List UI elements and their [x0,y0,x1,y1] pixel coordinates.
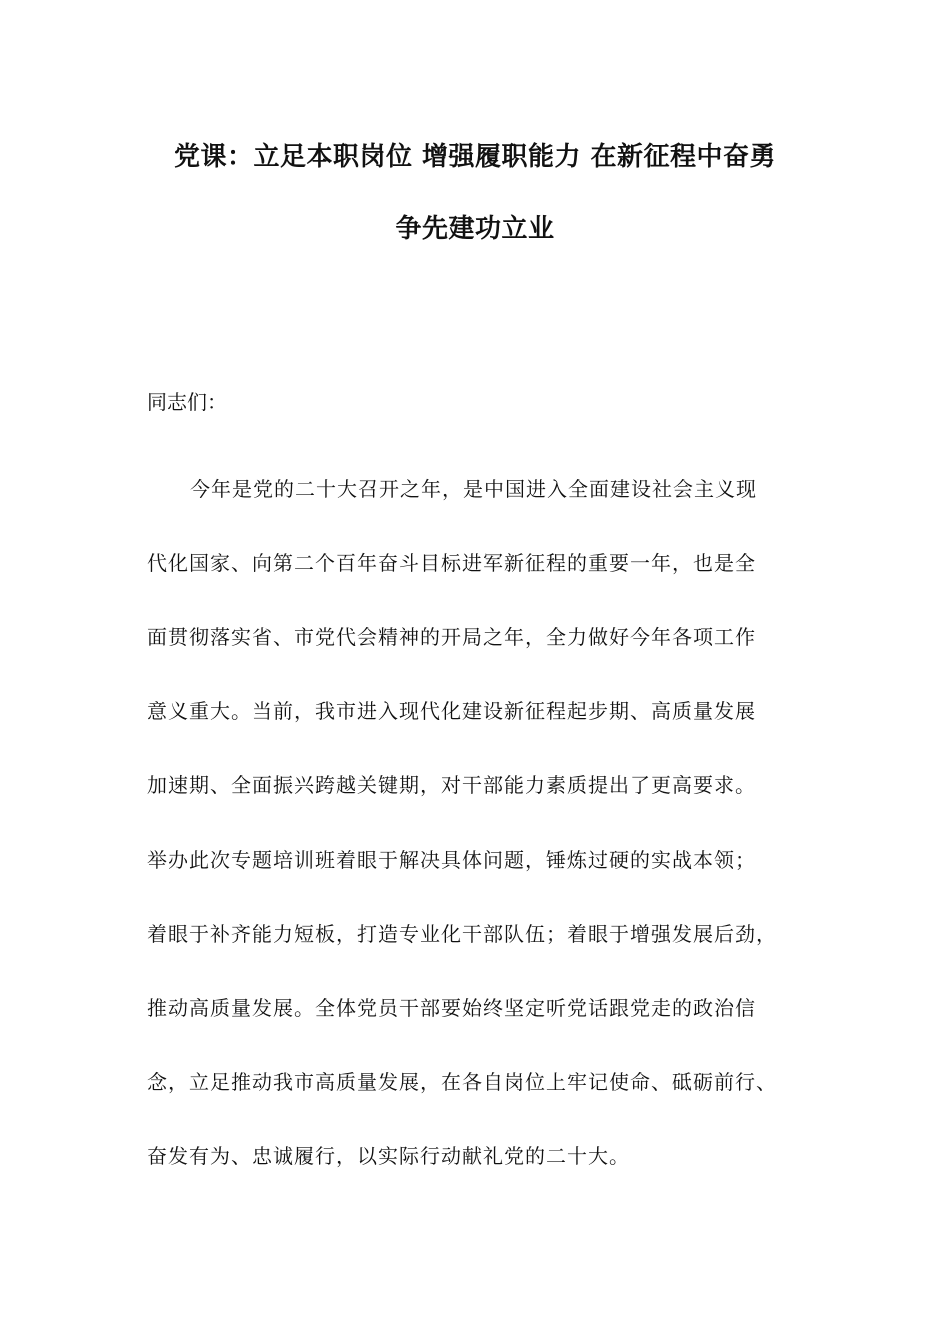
paragraph-line: 代化国家、向第二个百年奋斗目标进军新征程的重要一年，也是全 [147,551,756,575]
paragraph-line: 举办此次专题培训班着眼于解决具体问题，锤炼过硬的实战本领； [147,848,756,872]
paragraph-line: 念，立足推动我市高质量发展，在各自岗位上牢记使命、砥砺前行、 [147,1070,777,1094]
document-title-line-1: 党课：立足本职岗位 增强履职能力 在新征程中奋勇 [173,142,777,172]
salutation: 同志们： [147,390,227,414]
paragraph-line: 今年是党的二十大召开之年，是中国进入全面建设社会主义现 [190,477,757,501]
document-title-line-2: 争先建功立业 [395,214,555,244]
paragraph-line: 意义重大。当前，我市进入现代化建设新征程起步期、高质量发展 [147,699,756,723]
paragraph-line: 奋发有为、忠诚履行，以实际行动献礼党的二十大。 [147,1144,630,1168]
paragraph-line: 面贯彻落实省、市党代会精神的开局之年，全力做好今年各项工作 [147,625,756,649]
paragraph-line: 加速期、全面振兴跨越关键期，对干部能力素质提出了更高要求。 [147,773,756,797]
paragraph-line: 着眼于补齐能力短板，打造专业化干部队伍；着眼于增强发展后劲， [147,922,777,946]
paragraph-line: 推动高质量发展。全体党员干部要始终坚定听党话跟党走的政治信 [147,996,756,1020]
